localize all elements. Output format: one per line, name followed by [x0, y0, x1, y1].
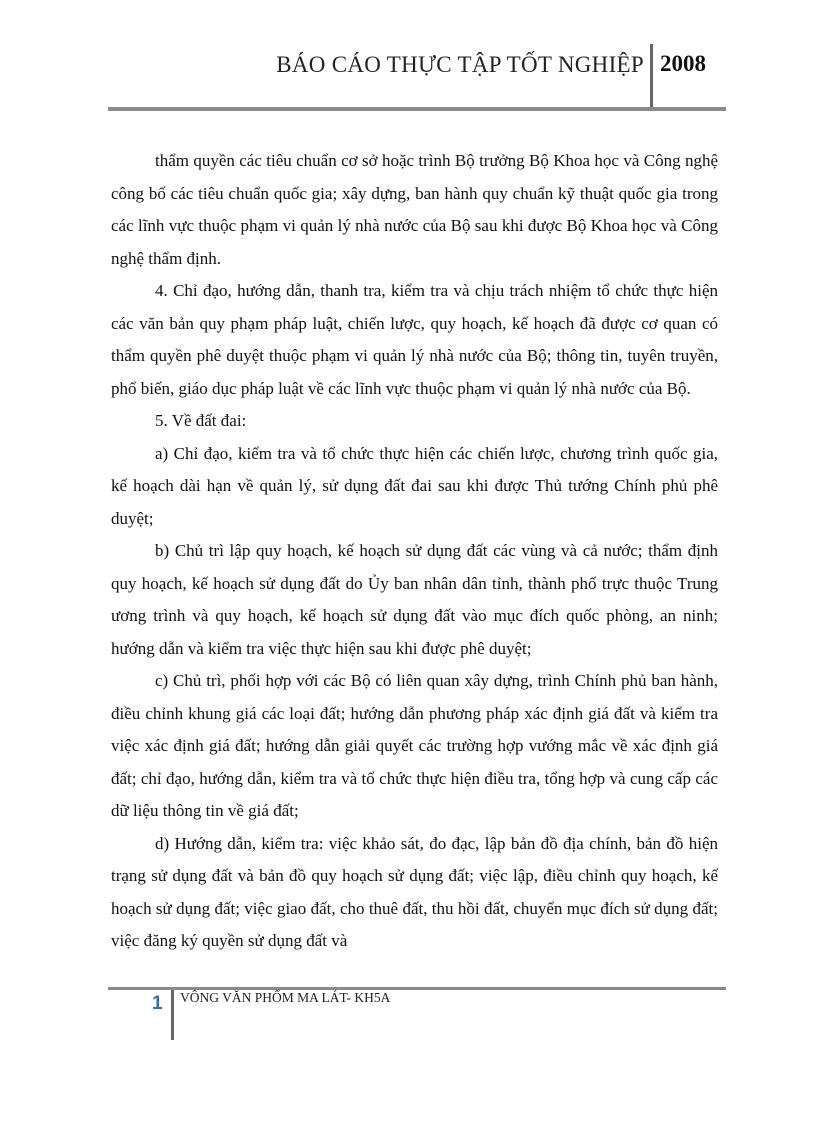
footer-author: VÔNG VĂN PHỔM MA LÁT- KH5A	[180, 990, 391, 1005]
body-text	[111, 145, 718, 958]
page-footer	[108, 987, 726, 1042]
header-rule	[108, 107, 726, 111]
paragraph: b) Chủ trì lập quy hoạch, kế hoạch sử dụng đất các vùng và cả nước; thẩm định quy hoạch, kế hoạch sử dụng đất do Ủy ban nhân dân tỉnh, thành phố trực thuộc Trung ương trình và quy hoạch, kế hoạch sử dụng đất vào mục đích quốc phòng, an ninh; hướng dẫn và kiểm tra việc thực hiện sau khi được phê duyệt;	[111, 541, 718, 658]
paragraph: 5. Về đất đai:	[155, 411, 247, 430]
page-header	[108, 44, 726, 110]
header-divider	[650, 44, 653, 110]
paragraph: 4. Chỉ đạo, hướng dẫn, thanh tra, kiểm tra và chịu trách nhiệm tổ chức thực hiện các văn bản quy phạm pháp luật, chiến lược, quy hoạch, kế hoạch đã được cơ quan có thẩm quyền phê duyệt thuộc phạm vi quản lý nhà nước của Bộ; thông tin, tuyên truyền, phổ biến, giáo dục pháp luật về các lĩnh vực thuộc phạm vi quản lý nhà nước của Bộ.	[111, 281, 718, 398]
paragraph: a) Chỉ đạo, kiểm tra và tổ chức thực hiện các chiến lược, chương trình quốc gia, kế hoạch dài hạn về quản lý, sử dụng đất đai sau khi được Thủ tướng Chính phủ phê duyệt;	[111, 443, 718, 528]
page-number: 1	[152, 993, 163, 1014]
paragraph: d) Hướng dẫn, kiểm tra: việc khảo sát, đo đạc, lập bản đồ địa chính, bản đồ hiện trạng sử dụng đất và bản đồ quy hoạch sử dụng đất; việc lập, điều chỉnh quy hoạch, kế hoạch sử dụng đất; việc giao đất, cho thuê đất, thu hồi đất, chuyển mục đích sử dụng đất; việc đăng ký quyền sử dụng đất và	[111, 833, 718, 950]
footer-divider	[171, 990, 174, 1040]
report-year: 2008	[660, 51, 706, 76]
paragraph: c) Chủ trì, phối hợp với các Bộ có liên quan xây dựng, trình Chính phủ ban hành, điều chỉnh khung giá các loại đất; hướng dẫn phương pháp xác định giá đất và kiểm tra việc xác định giá đất; hướng dẫn giải quyết các trường hợp vướng mắc về xác định giá đất; chỉ đạo, hướng dẫn, kiểm tra và tổ chức thực hiện điều tra, tổng hợp và cung cấp các dữ liệu thông tin về giá đất;	[111, 671, 718, 820]
paragraph: thẩm quyền các tiêu chuẩn cơ sở hoặc trình Bộ trưởng Bộ Khoa học và Công nghệ công bố các tiêu chuẩn quốc gia; xây dựng, ban hành quy chuẩn kỹ thuật quốc gia trong các lĩnh vực thuộc phạm vi quản lý nhà nước của Bộ sau khi được Bộ Khoa học và Công nghệ thẩm định.	[111, 151, 718, 268]
report-title: BÁO CÁO THỰC TẬP TỐT NGHIỆP	[276, 52, 644, 77]
